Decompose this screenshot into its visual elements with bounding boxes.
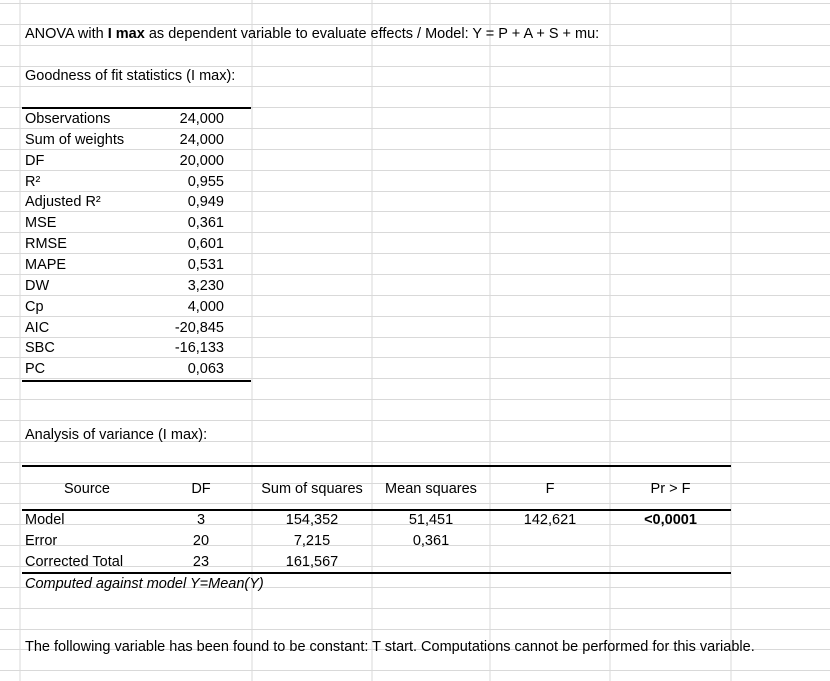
gof-value: 0,531 — [187, 256, 224, 273]
gof-value: 0,949 — [187, 194, 224, 211]
gof-value: -20,845 — [174, 319, 224, 336]
anova-cell-source: Error — [25, 533, 58, 549]
anova-cell-ss: 154,352 — [285, 512, 339, 528]
anova-cell-p — [610, 552, 731, 572]
gof-label: PC — [25, 361, 46, 378]
anova-cell-df: 20 — [192, 533, 210, 549]
gof-value: 4,000 — [187, 298, 224, 315]
gof-label: R² — [25, 173, 41, 190]
gof-value: 24,000 — [179, 131, 224, 148]
anova-cell-f — [490, 531, 610, 551]
anova-heading: Analysis of variance (I max): — [25, 427, 208, 443]
title-variable: I max — [107, 26, 145, 42]
gof-label: Sum of weights — [25, 131, 125, 148]
anova-header-p: Pr > F — [650, 481, 691, 497]
anova-cell-ss: 161,567 — [285, 554, 339, 570]
gof-value: 0,361 — [187, 215, 224, 232]
anova-cell-f: 142,621 — [523, 512, 577, 528]
anova-cell-p — [610, 531, 731, 551]
anova-cell-source: Model — [25, 512, 65, 528]
anova-cell-source: Corrected Total — [25, 554, 124, 570]
anova-header-ms: Mean squares — [385, 481, 477, 497]
gof-label: Adjusted R² — [25, 194, 101, 211]
gof-label: AIC — [25, 319, 50, 336]
anova-cell-p: <0,0001 — [644, 512, 697, 528]
anova-cell-df: 3 — [196, 512, 206, 528]
gof-label: DW — [25, 277, 50, 294]
anova-cell-ss: 7,215 — [293, 533, 331, 549]
anova-header-df: DF — [191, 481, 211, 497]
gof-value: 24,000 — [179, 111, 224, 127]
gof-label: MSE — [25, 215, 57, 232]
gof-value: 20,000 — [179, 152, 224, 169]
gof-value: 0,601 — [187, 236, 224, 253]
anova-cell-df: 23 — [192, 554, 210, 570]
anova-header-f: F — [545, 481, 555, 497]
title-suffix: as dependent variable to evaluate effects / Model: Y = P + A + S + mu: — [144, 26, 600, 42]
gof-value: 3,230 — [187, 277, 224, 294]
footer-note: The following variable has been found to be constant: T start. Computations cannot be performed for this variable. — [25, 639, 755, 655]
anova-header-ss: Sum of squares — [261, 481, 363, 497]
gof-label: DF — [25, 152, 45, 169]
gof-bottom-border — [22, 380, 251, 382]
gof-label: Observations — [25, 111, 111, 127]
title-prefix: ANOVA with — [25, 26, 108, 42]
gof-label: Cp — [25, 298, 44, 315]
gof-heading: Goodness of fit statistics (I max): — [25, 68, 236, 84]
anova-cell-ms: 51,451 — [408, 512, 454, 528]
gof-label: RMSE — [25, 236, 67, 253]
gof-label: SBC — [25, 340, 55, 357]
gof-value: 0,063 — [187, 361, 224, 378]
gof-value: 0,955 — [187, 173, 224, 190]
anova-header-source: Source — [64, 481, 110, 497]
anova-cell-ms — [372, 552, 490, 572]
gof-label: MAPE — [25, 256, 67, 273]
anova-note: Computed against model Y=Mean(Y) — [25, 576, 264, 592]
page-title — [25, 24, 599, 44]
gof-value: -16,133 — [174, 340, 224, 357]
anova-cell-f — [490, 552, 610, 572]
anova-cell-ms: 0,361 — [412, 533, 450, 549]
anova-top-border — [22, 465, 731, 467]
